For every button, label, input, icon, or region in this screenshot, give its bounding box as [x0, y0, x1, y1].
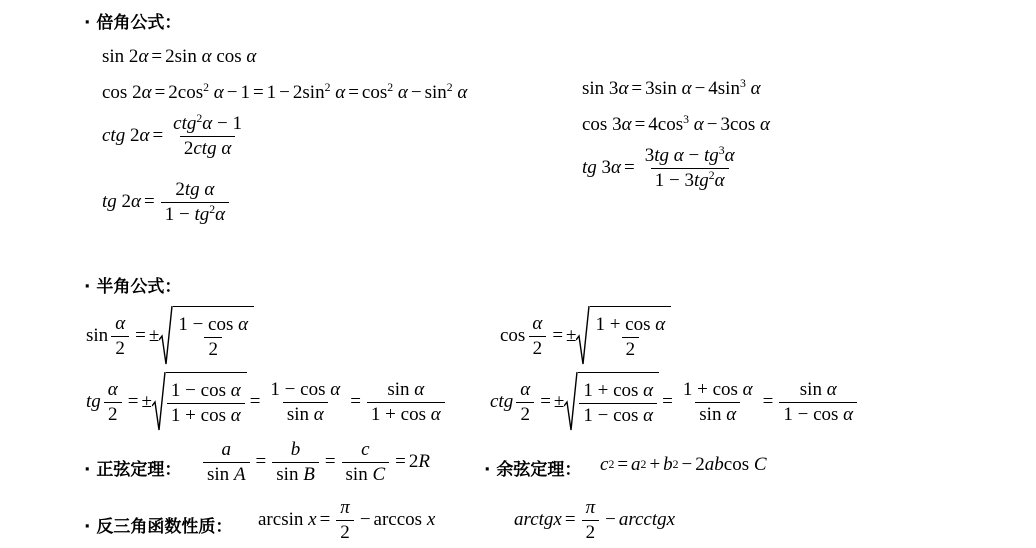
formula-cos-3a: cos 3α = $4\cos^3$ α − 3cos α: [582, 112, 771, 135]
formula-law-of-cosines: c 2 = a 2 + b 2 − 2abcos C: [600, 454, 767, 475]
section-title-law-of-cosines: · 余弦定理：: [484, 460, 582, 480]
formula-ctg-half: ctg $\frac{\alpha}{2}$ = ± $\frac{\text{1 + cos α}}{\text{1 − cos α}}$ = $\frac{\text{1 + cos α}}{\text{sin α}}$ = $\frac{\text{sin α}}{\text{1 − cos α}}$: [490, 372, 860, 432]
formula-arctg: arctgx = $\frac{\pi}{2}$ − arcctgx: [514, 497, 676, 543]
formula-arcsin: arcsin x = $\frac{\pi}{2}$ − arccos x: [258, 497, 436, 543]
formula-cos-half: cos $\frac{\alpha}{2}$ = ± $\frac{\text{1 + cos α}}{2}$: [500, 306, 671, 366]
formula-sin-3a: sin 3α = 3sin α − $4\sin^3$ α: [582, 76, 761, 99]
formula-ctg-2a: ctg 2α = $\frac{ctg^2\alpha - 1}{\text{2ctg α}}$: [102, 111, 242, 159]
formula-tg-half: tg $\frac{\alpha}{2}$ = ± $\frac{\text{1 − cos α}}{\text{1 + cos α}}$ = $\frac{\text{1 − cos α}}{\text{sin α}}$ = $\frac{\text{sin α}}{\text{1 + cos α}}$: [86, 372, 448, 432]
section-title-inverse-trig: · 反三角函数性质：: [84, 517, 233, 537]
formula-law-of-sines: $\frac{a}{\text{sin A}}$ = $\frac{b}{\text{sin B}}$ = $\frac{c}{\text{sin C}}$ = 2R: [200, 440, 430, 485]
section-title-double-angle: · 倍角公式：: [84, 13, 182, 33]
section-title-half-angle: · 半角公式：: [84, 277, 182, 297]
formula-tg-2a: tg 2α = $\frac{\text{2tg α}}{1 - tg^2\alpha}$: [102, 180, 232, 225]
formula-tg-3a: tg 3α = $\frac{3tg \alpha - tg^3\alpha}{1 - 3tg^2\alpha}$: [582, 143, 735, 191]
formula-sin-2a: sin 2α = 2sin α cos α: [102, 46, 257, 67]
formula-cos-2a: cos 2α = $2\cos^2$ α − 1 = 1 − $2\sin^2$ α = $\cos^2 \alpha$ − $\sin^2 \alpha$: [102, 80, 468, 103]
formula-sin-half: sin $\frac{\alpha}{2}$ = ± $\frac{\text{1 − cos α}}{2}$: [86, 306, 254, 366]
section-title-law-of-sines: · 正弦定理：: [84, 460, 182, 480]
